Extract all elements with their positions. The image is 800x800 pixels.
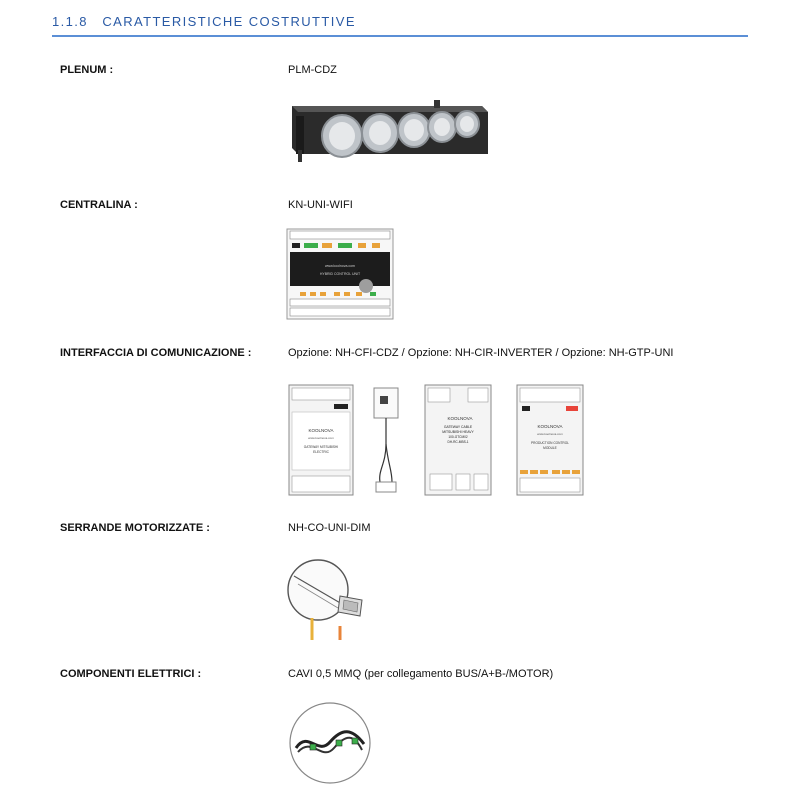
centralina-image — [286, 228, 394, 320]
label-componenti: COMPONENTI ELETTRICI : — [60, 668, 202, 680]
plenum-image — [284, 98, 494, 168]
module1-brand: KOOLNOVA — [308, 428, 334, 433]
module1-site: www.koolnova.com — [308, 436, 334, 440]
production-control-module-image — [516, 384, 584, 496]
cable-interface-image — [370, 384, 402, 496]
motorized-damper-image — [284, 556, 370, 642]
section-header — [52, 13, 748, 37]
label-serrande: SERRANDE MOTORIZZATE : — [60, 522, 210, 534]
module2-brand: KOOLNOVA — [447, 416, 473, 421]
value-interfaccia: Opzione: NH-CFI-CDZ / Opzione: NH-CIR-INVERTER / Opzione: NH-GTP-UNI — [288, 347, 674, 359]
value-componenti: CAVI 0,5 MMQ (per collegamento BUS/A+B-/MOTOR) — [288, 668, 554, 680]
label-plenum: PLENUM : — [60, 64, 114, 76]
module3-line2: MODULE — [543, 446, 557, 450]
label-interfaccia: INTERFACCIA DI COMUNICAZIONE : — [60, 347, 252, 359]
gateway-mitsubishi-electric-image — [288, 384, 354, 496]
module2-line1: GATEWAY CABLE — [443, 425, 473, 429]
gateway-mitsubishi-heavy-image — [424, 384, 492, 496]
module3-site: www.koolnova.com — [537, 432, 563, 436]
section-title: CARATTERISTICHE COSTRUTTIVE — [102, 14, 356, 29]
section-number: 1.1.8 — [52, 14, 88, 29]
centralina-unit-text: HYBRID CONTROL UNIT — [319, 272, 361, 276]
module2-line2: MITSUBISHI HEAVY — [442, 430, 474, 434]
module1-line1: GATEWAY MITSUBISHI — [303, 445, 339, 449]
electrical-cables-image — [288, 700, 372, 786]
centralina-site-text: www.koolnova.com — [325, 264, 355, 268]
value-centralina: KN-UNI-WIFI — [288, 199, 353, 211]
value-plenum: PLM-CDZ — [288, 64, 337, 76]
module2-line3: 100-GTCM02 — [448, 435, 468, 439]
value-serrande: NH-CO-UNI-DIM — [288, 522, 371, 534]
module3-brand: KOOLNOVA — [537, 424, 563, 429]
module2-line4: DH-RC-MBS-1 — [447, 440, 469, 444]
module3-line1: PRODUCTION CONTROL — [531, 441, 569, 445]
module1-line2: ELECTRIC — [313, 450, 329, 454]
label-centralina: CENTRALINA : — [60, 199, 138, 211]
